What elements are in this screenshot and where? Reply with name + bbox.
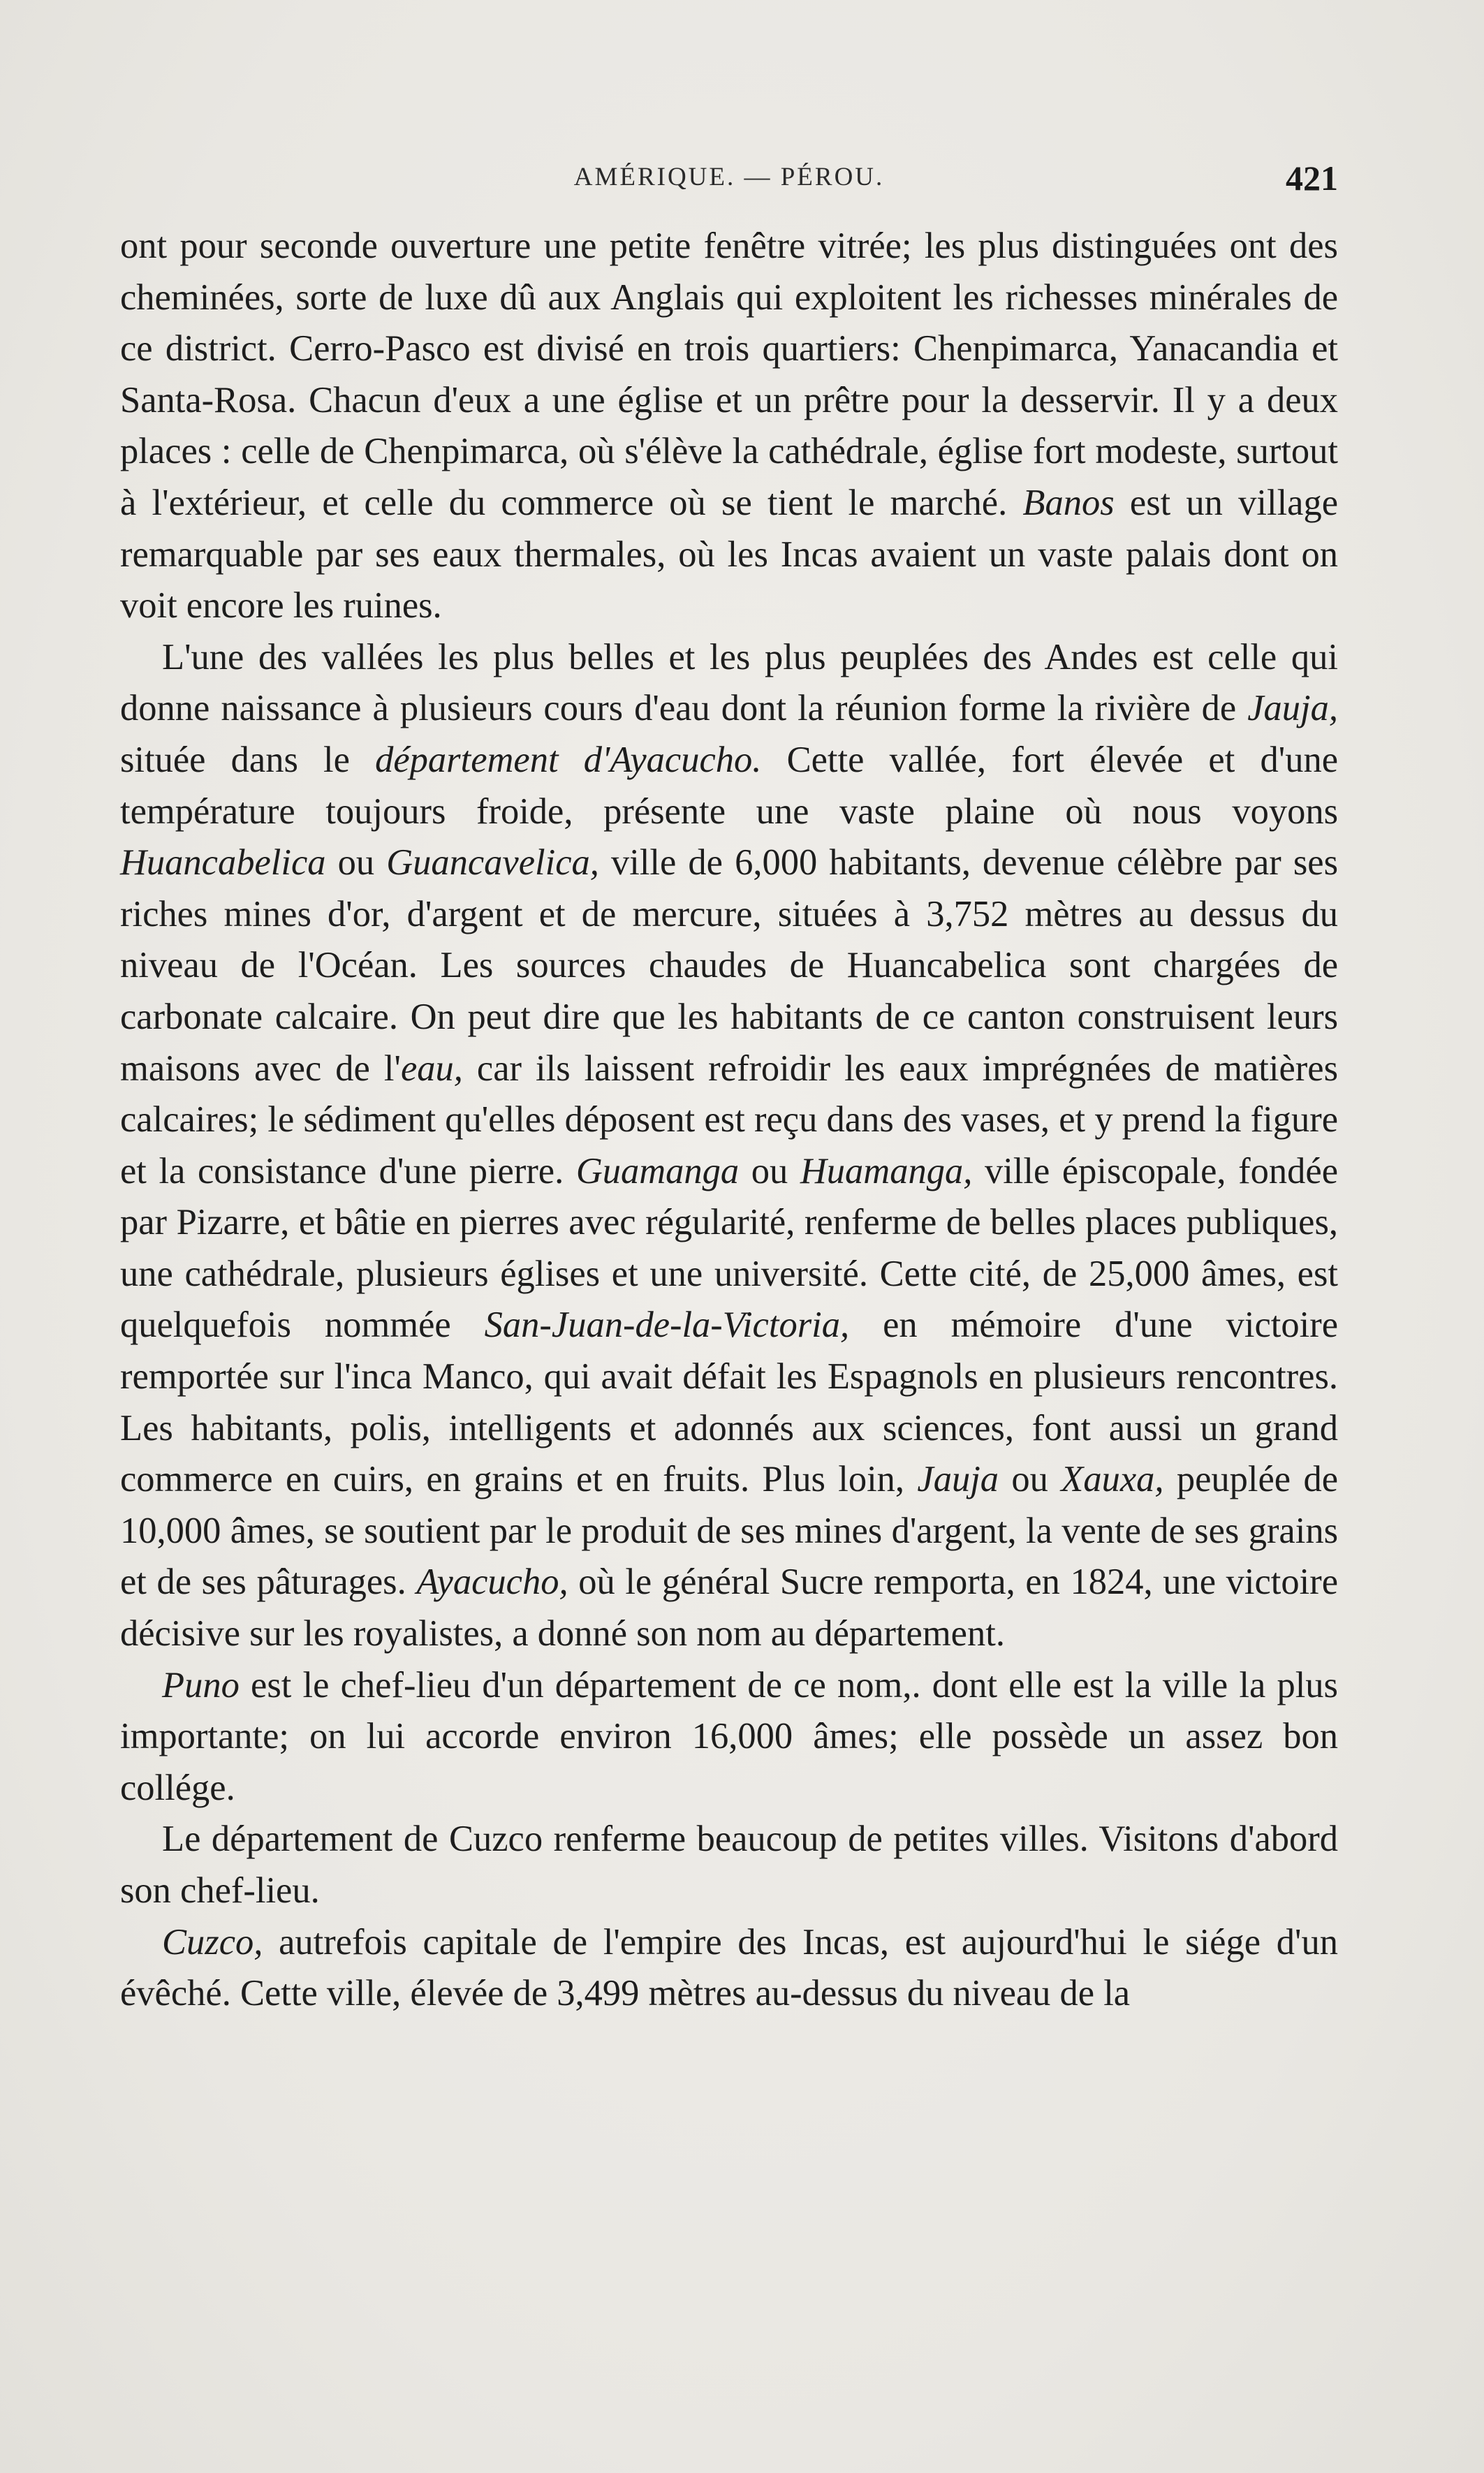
text-run: Cette vallée, fort élevée et d'une température toujours froide, présente une vaste plaine où nous voyons [120, 739, 1338, 832]
italic-phrase: Huancabelica [120, 842, 326, 883]
italic-phrase: département d'Ayacucho. [375, 739, 762, 780]
paragraph-4 [120, 1814, 1338, 1916]
paragraph-2 [120, 632, 1338, 1660]
text-run: située dans le [120, 739, 376, 780]
text-run: ou [325, 842, 387, 883]
italic-phrase: Jauja [917, 1459, 999, 1500]
italic-phrase: Ayacucho, [416, 1562, 568, 1603]
text-run: où le général Sucre remporta, en 1824, une victoire décisive sur les royalistes, a donné son nom au département. [120, 1562, 1339, 1654]
text-run: est le chef-lieu d'un département de ce nom,. dont elle est la ville la plus importante; on lui accorde environ 16,000 âmes; elle possède un assez bon collége. [120, 1664, 1338, 1808]
text-run: ont pour seconde ouverture une petite fenêtre vitrée; les plus distinguées ont des cheminées, sorte de luxe dû aux Anglais qui exploitent les richesses minérales de ce district. Cerro-Pasco est divisé en trois quartiers: Chenpimarca, Yanacandia et Santa-Rosa. Chacun d'eux a une église et un prêtre pour la desservir. Il y a deux places : celle de Chenpimarca, où s'élève la cathédrale, église fort modeste, surtout à l'extérieur, et celle du commerce où se tient le marché. [120, 226, 1338, 523]
text-run: Le département de Cuzco renferme beaucoup de petites villes. Visitons d'abord son chef-lieu. [120, 1819, 1338, 1911]
italic-phrase: Huamanga, [800, 1150, 973, 1191]
paragraph-5 [120, 1917, 1338, 2020]
italic-phrase: Puno [162, 1664, 240, 1705]
text-run: ou [999, 1459, 1061, 1500]
italic-phrase: Xauxa, [1061, 1459, 1164, 1500]
text-run: ou [739, 1150, 800, 1191]
text-run: ville épiscopale, fondée par Pizarre, et bâtie en pierres avec régularité, renferme de belles places publiques, une cathédrale, plusieurs églises et une université. Cette cité, de 25,000 âmes, est quelquefois nommée [120, 1150, 1338, 1346]
running-title: AMÉRIQUE. — PÉROU. [573, 163, 885, 191]
paragraph-3 [120, 1660, 1338, 1814]
text-run: L'une des vallées les plus belles et les plus peuplées des Andes est celle qui donne naissance à plusieurs cours d'eau dont la réunion forme la rivière de [120, 636, 1338, 729]
italic-phrase: Jauja, [1247, 688, 1338, 729]
text-run: car ils laissent refroidir les eaux imprégnées de matières calcaires; le sédiment qu'elles déposent est reçu dans des vases, et y prend la figure et la consistance d'une pierre. [120, 1048, 1338, 1191]
italic-phrase: San-Juan-de-la-Victoria, [484, 1305, 850, 1346]
text-run: en mémoire d'une victoire remportée sur l'inca Manco, qui avait défait les Espagnols en plusieurs rencontres. Les habitants, polis, intelligents et adonnés aux sciences, font aussi un grand commerce en cuirs, en grains et en fruits. Plus loin, [120, 1305, 1338, 1500]
page-number: 421 [1286, 159, 1338, 198]
italic-phrase: eau, [400, 1048, 463, 1089]
italic-phrase: Guamanga [575, 1150, 740, 1191]
italic-phrase: Cuzco, [162, 1921, 263, 1962]
body-text [120, 221, 1338, 2020]
text-run: peuplée de 10,000 âmes, se soutient par le produit de ses mines d'argent, la vente de ses grains et de ses pâturages. [120, 1459, 1339, 1603]
italic-phrase: Banos [1022, 482, 1115, 523]
text-run: autrefois capitale de l'empire des Incas, est aujourd'hui le siége d'un évêché. Cette ville, élevée de 3,499 mètres au-dessus du niveau de la [120, 1921, 1338, 2014]
italic-phrase: Guancavelica, [386, 842, 599, 883]
text-run: ville de 6,000 habitants, devenue célèbre par ses riches mines d'or, d'argent et de mercure, situées à 3,752 mètres au dessus du niveau de l'Océan. Les sources chaudes de Huancabelica sont chargées de carbonate calcaire. On peut dire que les habitants de ce canton construisent leurs maisons avec de l' [120, 842, 1339, 1089]
paragraph-1 [120, 221, 1338, 632]
text-run: est un village remarquable par ses eaux thermales, où les Incas avaient un vaste palais dont on voit encore les ruines. [120, 482, 1339, 626]
running-header [120, 159, 1338, 204]
